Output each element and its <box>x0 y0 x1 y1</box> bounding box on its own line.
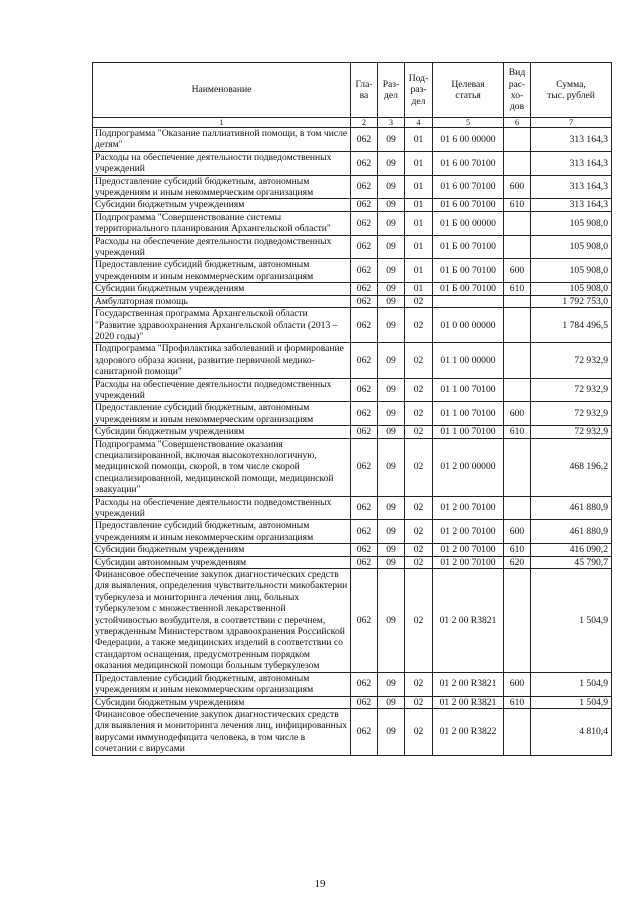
cell-podrazdel: 02 <box>405 378 433 402</box>
header-podrazdel: Под- раз- дел <box>405 63 433 118</box>
cell-glava: 062 <box>351 378 378 402</box>
cell-razdel: 09 <box>378 235 405 259</box>
table-row <box>93 235 612 259</box>
cell-name: Подпрограмма "Оказание паллиативной помощи, в том числе детям" <box>93 128 351 152</box>
cell-target: 01 6 00 70100 <box>433 199 504 211</box>
cell-vid: 610 <box>504 696 531 708</box>
cell-name: Расходы на обеспечение деятельности подведомственных учреждений <box>93 151 351 175</box>
cell-vid: 600 <box>504 259 531 283</box>
cell-name: Расходы на обеспечение деятельности подведомственных учреждений <box>93 496 351 520</box>
cell-vid <box>504 235 531 259</box>
cell-target: 01 Б 00 70100 <box>433 235 504 259</box>
cell-sum: 4 810,4 <box>531 708 612 755</box>
cell-vid: 600 <box>504 520 531 544</box>
cell-podrazdel: 01 <box>405 283 433 295</box>
cell-name: Субсидии бюджетным учреждениям <box>93 696 351 708</box>
cell-vid <box>504 343 531 378</box>
cell-sum: 72 932,9 <box>531 343 612 378</box>
cell-target: 01 2 00 R3821 <box>433 569 504 673</box>
cell-target: 01 Б 00 70100 <box>433 259 504 283</box>
cell-target <box>433 295 504 307</box>
cell-name: Подпрограмма "Совершенствование системы территориального планирования Архангельской области" <box>93 211 351 235</box>
cell-razdel: 09 <box>378 569 405 673</box>
page-number: 19 <box>314 878 326 890</box>
table-row <box>93 259 612 283</box>
cell-razdel: 09 <box>378 696 405 708</box>
header-razdel: Раз- дел <box>378 63 405 118</box>
cell-glava: 062 <box>351 295 378 307</box>
cell-glava: 062 <box>351 175 378 199</box>
table-row <box>93 151 612 175</box>
cell-vid: 610 <box>504 199 531 211</box>
table-row <box>93 175 612 199</box>
cell-podrazdel: 02 <box>405 556 433 568</box>
cell-podrazdel: 01 <box>405 128 433 152</box>
cell-podrazdel: 02 <box>405 496 433 520</box>
cell-razdel: 09 <box>378 199 405 211</box>
cell-vid <box>504 378 531 402</box>
cell-razdel: 09 <box>378 520 405 544</box>
cell-glava: 062 <box>351 544 378 556</box>
cell-podrazdel: 01 <box>405 235 433 259</box>
cell-vid <box>504 211 531 235</box>
column-number: 1 <box>93 118 351 128</box>
cell-razdel: 09 <box>378 556 405 568</box>
cell-target: 01 1 00 70100 <box>433 378 504 402</box>
cell-sum: 105 908,0 <box>531 259 612 283</box>
table-row <box>93 199 612 211</box>
cell-glava: 062 <box>351 556 378 568</box>
cell-vid <box>504 708 531 755</box>
cell-target: 01 1 00 00000 <box>433 343 504 378</box>
cell-sum: 105 908,0 <box>531 235 612 259</box>
table-row <box>93 343 612 378</box>
cell-podrazdel: 01 <box>405 211 433 235</box>
cell-glava: 062 <box>351 151 378 175</box>
cell-target: 01 6 00 70100 <box>433 151 504 175</box>
cell-glava: 062 <box>351 672 378 696</box>
cell-podrazdel: 01 <box>405 151 433 175</box>
cell-glava: 062 <box>351 211 378 235</box>
cell-vid: 610 <box>504 283 531 295</box>
cell-target: 01 6 00 70100 <box>433 175 504 199</box>
column-number-row <box>93 118 612 128</box>
cell-podrazdel: 02 <box>405 426 433 438</box>
header-glava: Гла- ва <box>351 63 378 118</box>
table-row <box>93 295 612 307</box>
cell-sum: 461 880,9 <box>531 520 612 544</box>
cell-target: 01 2 00 R3821 <box>433 696 504 708</box>
cell-name: Субсидии бюджетным учреждениям <box>93 199 351 211</box>
header-row <box>93 63 612 118</box>
table-row <box>93 308 612 343</box>
cell-razdel: 09 <box>378 211 405 235</box>
cell-podrazdel: 01 <box>405 175 433 199</box>
cell-vid: 610 <box>504 544 531 556</box>
cell-sum: 105 908,0 <box>531 283 612 295</box>
cell-podrazdel: 02 <box>405 544 433 556</box>
cell-vid: 610 <box>504 426 531 438</box>
cell-razdel: 09 <box>378 128 405 152</box>
column-number: 3 <box>378 118 405 128</box>
cell-vid <box>504 569 531 673</box>
cell-razdel: 09 <box>378 295 405 307</box>
cell-podrazdel: 02 <box>405 520 433 544</box>
cell-sum: 1 792 753,0 <box>531 295 612 307</box>
cell-razdel: 09 <box>378 259 405 283</box>
cell-razdel: 09 <box>378 308 405 343</box>
cell-target: 01 2 00 70100 <box>433 556 504 568</box>
cell-sum: 416 090,2 <box>531 544 612 556</box>
table-row <box>93 569 612 673</box>
budget-table <box>92 62 612 756</box>
cell-sum: 1 504,9 <box>531 569 612 673</box>
cell-target: 01 1 00 70100 <box>433 426 504 438</box>
cell-target: 01 2 00 00000 <box>433 438 504 496</box>
cell-name: Субсидии бюджетным учреждениям <box>93 283 351 295</box>
table-row <box>93 496 612 520</box>
table-row <box>93 672 612 696</box>
cell-name: Амбулаторная помощь <box>93 295 351 307</box>
table-body <box>93 128 612 756</box>
cell-target: 01 Б 00 70100 <box>433 283 504 295</box>
cell-target: 01 2 00 70100 <box>433 544 504 556</box>
table-row <box>93 438 612 496</box>
cell-sum: 45 790,7 <box>531 556 612 568</box>
table-row <box>93 426 612 438</box>
cell-vid <box>504 128 531 152</box>
cell-podrazdel: 02 <box>405 672 433 696</box>
cell-name: Государственная программа Архангельской области "Развитие здравоохранения Архангельской области (2013 – 2020 годы)" <box>93 308 351 343</box>
cell-sum: 461 880,9 <box>531 496 612 520</box>
column-number: 2 <box>351 118 378 128</box>
table-row <box>93 211 612 235</box>
cell-glava: 062 <box>351 520 378 544</box>
cell-sum: 468 196,2 <box>531 438 612 496</box>
cell-target: 01 2 00 R3821 <box>433 672 504 696</box>
cell-sum: 105 908,0 <box>531 211 612 235</box>
cell-sum: 1 504,9 <box>531 696 612 708</box>
cell-podrazdel: 02 <box>405 696 433 708</box>
cell-name: Предоставление субсидий бюджетным, автономным учреждениям и иным некоммерческим организациям <box>93 175 351 199</box>
cell-vid <box>504 295 531 307</box>
cell-razdel: 09 <box>378 283 405 295</box>
column-number: 5 <box>433 118 504 128</box>
cell-podrazdel: 01 <box>405 259 433 283</box>
cell-glava: 062 <box>351 259 378 283</box>
cell-glava: 062 <box>351 199 378 211</box>
cell-name: Предоставление субсидий бюджетным, автономным учреждениям и иным некоммерческим организациям <box>93 402 351 426</box>
cell-vid: 600 <box>504 672 531 696</box>
cell-podrazdel: 02 <box>405 308 433 343</box>
cell-glava: 062 <box>351 283 378 295</box>
cell-sum: 313 164,3 <box>531 199 612 211</box>
cell-name: Финансовое обеспечение закупок диагностических средств для выявления и мониторинга лечения лиц, инфицированных вирусами иммунодефицита человека, в том числе в сочетании с вирусами <box>93 708 351 755</box>
cell-sum: 1 504,9 <box>531 672 612 696</box>
cell-razdel: 09 <box>378 402 405 426</box>
table-row <box>93 544 612 556</box>
header-name: Наименование <box>93 63 351 118</box>
cell-razdel: 09 <box>378 426 405 438</box>
cell-glava: 062 <box>351 402 378 426</box>
cell-glava: 062 <box>351 569 378 673</box>
cell-podrazdel: 02 <box>405 402 433 426</box>
cell-glava: 062 <box>351 696 378 708</box>
cell-vid <box>504 308 531 343</box>
cell-name: Финансовое обеспечение закупок диагностических средств для выявления, определения чувствительности микобактерии туберкулеза и мониторинга лечения лиц, больных туберкулезом с множественной лекарственной устойчивостью возбудителя, в соответствии с перечнем, утвержденным Министерством здравоохранения Российской Федерации, а также медицинских изделий в соответствии со стандартом оснащения, предусмотренным порядком оказания медицинской помощи больным туберкулезом <box>93 569 351 673</box>
cell-podrazdel: 02 <box>405 295 433 307</box>
cell-glava: 062 <box>351 708 378 755</box>
cell-sum: 72 932,9 <box>531 378 612 402</box>
cell-sum: 313 164,3 <box>531 175 612 199</box>
cell-name: Субсидии автономным учреждениям <box>93 556 351 568</box>
column-number: 7 <box>531 118 612 128</box>
cell-name: Предоставление субсидий бюджетным, автономным учреждениям и иным некоммерческим организациям <box>93 520 351 544</box>
table-row <box>93 696 612 708</box>
cell-podrazdel: 02 <box>405 708 433 755</box>
column-number: 6 <box>504 118 531 128</box>
cell-target: 01 2 00 70100 <box>433 520 504 544</box>
table-row <box>93 556 612 568</box>
cell-podrazdel: 02 <box>405 438 433 496</box>
cell-podrazdel: 02 <box>405 343 433 378</box>
cell-name: Предоставление субсидий бюджетным, автономным учреждениям и иным некоммерческим организациям <box>93 672 351 696</box>
cell-sum: 72 932,9 <box>531 402 612 426</box>
table-row <box>93 520 612 544</box>
cell-sum: 1 784 496,5 <box>531 308 612 343</box>
table-row <box>93 283 612 295</box>
cell-name: Подпрограмма "Совершенствование оказания специализированной, включая высокотехнологичную, медицинской помощи, скорой, в том числе скорой специализированной, медицинской помощи, медицинской эвакуации" <box>93 438 351 496</box>
cell-name: Субсидии бюджетным учреждениям <box>93 426 351 438</box>
cell-razdel: 09 <box>378 151 405 175</box>
cell-target: 01 Б 00 00000 <box>433 211 504 235</box>
cell-vid <box>504 438 531 496</box>
cell-glava: 062 <box>351 308 378 343</box>
cell-target: 01 0 00 00000 <box>433 308 504 343</box>
cell-vid: 620 <box>504 556 531 568</box>
cell-glava: 062 <box>351 438 378 496</box>
cell-glava: 062 <box>351 426 378 438</box>
cell-vid <box>504 496 531 520</box>
cell-sum: 313 164,3 <box>531 151 612 175</box>
cell-vid: 600 <box>504 175 531 199</box>
cell-podrazdel: 02 <box>405 569 433 673</box>
cell-name: Расходы на обеспечение деятельности подведомственных учреждений <box>93 235 351 259</box>
cell-razdel: 09 <box>378 175 405 199</box>
cell-razdel: 09 <box>378 343 405 378</box>
cell-vid: 600 <box>504 402 531 426</box>
cell-vid <box>504 151 531 175</box>
cell-name: Расходы на обеспечение деятельности подведомственных учреждений <box>93 378 351 402</box>
cell-target: 01 6 00 00000 <box>433 128 504 152</box>
cell-target: 01 1 00 70100 <box>433 402 504 426</box>
cell-razdel: 09 <box>378 708 405 755</box>
cell-glava: 062 <box>351 128 378 152</box>
cell-razdel: 09 <box>378 672 405 696</box>
table-row <box>93 128 612 152</box>
cell-name: Субсидии бюджетным учреждениям <box>93 544 351 556</box>
cell-razdel: 09 <box>378 544 405 556</box>
table-row <box>93 378 612 402</box>
header-sum: Сумма, тыс. рублей <box>531 63 612 118</box>
table-row <box>93 402 612 426</box>
cell-podrazdel: 01 <box>405 199 433 211</box>
table-row <box>93 708 612 755</box>
cell-target: 01 2 00 70100 <box>433 496 504 520</box>
header-target: Целевая статья <box>433 63 504 118</box>
cell-razdel: 09 <box>378 438 405 496</box>
cell-razdel: 09 <box>378 378 405 402</box>
cell-glava: 062 <box>351 496 378 520</box>
cell-name: Подпрограмма "Профилактика заболеваний и формирование здорового образа жизни, развитие первичной медико-санитарной помощи" <box>93 343 351 378</box>
cell-razdel: 09 <box>378 496 405 520</box>
cell-name: Предоставление субсидий бюджетным, автономным учреждениям и иным некоммерческим организациям <box>93 259 351 283</box>
cell-sum: 72 932,9 <box>531 426 612 438</box>
cell-glava: 062 <box>351 343 378 378</box>
header-vid: Вид рас- хо- дов <box>504 63 531 118</box>
cell-sum: 313 164,3 <box>531 128 612 152</box>
column-number: 4 <box>405 118 433 128</box>
cell-glava: 062 <box>351 235 378 259</box>
cell-target: 01 2 00 R3822 <box>433 708 504 755</box>
